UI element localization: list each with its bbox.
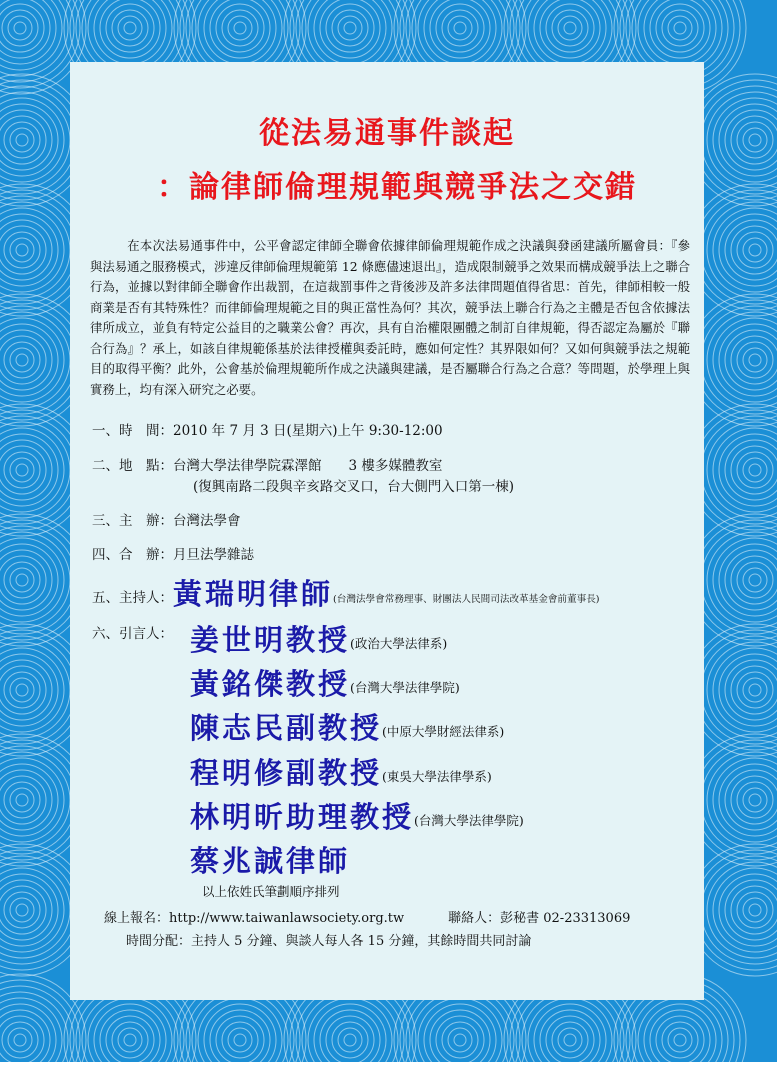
event-time [92, 419, 443, 439]
speaker-name: 程明修副教授 [190, 756, 383, 790]
moderator-label: 五、主持人： [92, 590, 173, 606]
speaker-affiliation: (台灣大學法律學院) [414, 813, 524, 828]
speaker-affiliation: (台灣大學法律學院) [350, 680, 460, 695]
speaker-name: 陳志民副教授 [190, 711, 383, 745]
event-cohost [92, 543, 254, 563]
title-line-2: ：論律師倫理規範與競爭法之交錯 [157, 170, 637, 205]
intro-paragraph: 在本次法易通事件中，公平會認定律師全聯會依據律師倫理規範作成之決議與發函建議所屬會員：『參與法易通之服務模式，涉違反律師倫理規範第 12 條應儘速退出』，造成限制競爭之效果而構成競爭法上之聯合行為，並據以對律師全聯會作出裁罰，在這裁罰事件之背後涉及許多法律問題值得省思：首先，律師相較一般商業是否有其特殊性？而律師倫理規範之目的與正當性為何？其次，競爭法上聯合行為之主體是否包含依據法律所成立，並負有特定公益目的之職業公會？再次，具有自治權限團體之制訂自律規範，得否認定為屬於『聯合行為』？承上，如該自律規範係基於法律授權與委託時，應如何定性？其界限如何？又如何與競爭法之規範目的取得平衡？此外，公會基於倫理規範所作成之決議與建議，是否屬聯合行為之合意？等問題，於學理上與實務上，均有深入研究之必要。 [90, 238, 690, 397]
cohost-label: 四、合 辦： [92, 547, 173, 563]
moderator-affiliation: (台灣法學會常務理事、財團法人民間司法改革基金會前董事長) [333, 594, 600, 605]
speaker-6 [190, 839, 350, 880]
speaker-3 [190, 706, 504, 747]
event-host [92, 509, 241, 529]
event-moderator [92, 572, 600, 613]
poster-panel [70, 62, 704, 1000]
host-label: 三、主 辦： [92, 513, 173, 529]
speaker-2 [190, 662, 460, 703]
title-line-1: 從法易通事件談起 [259, 116, 515, 151]
speaker-affiliation: (東吳大學法律學系) [382, 769, 492, 784]
event-place [92, 454, 442, 474]
contact-info: 聯絡人：彭秘書 02-23313069 [448, 911, 631, 926]
speakers-label: 六、引言人： [92, 626, 173, 642]
registration-link[interactable]: 線上報名：http://www.taiwanlawsociety.org.tw [104, 911, 405, 926]
time-allocation: 時間分配：主持人 5 分鐘、與談人每人各 15 分鐘，其餘時間共同討論 [126, 934, 532, 949]
place-directions: (復興南路二段與辛亥路交叉口，台大側門入口第一棟) [193, 479, 515, 495]
host-value: 台灣法學會 [173, 513, 241, 529]
speaker-name: 黃銘傑教授 [190, 667, 351, 701]
time-value: 2010 年 7 月 3 日(星期六)上午 9:30-12:00 [173, 423, 443, 439]
speaker-5 [190, 795, 524, 836]
place-value: 台灣大學法律學院霖澤館 3 樓多媒體教室 [173, 458, 443, 474]
cohost-value: 月旦法學雜誌 [173, 547, 254, 563]
speaker-name: 蔡兆誠律師 [190, 844, 351, 878]
registration-line [104, 907, 630, 926]
place-label: 二、地 點： [92, 458, 173, 474]
speaker-affiliation: (中原大學財經法律系) [382, 724, 505, 739]
speaker-name: 姜世明教授 [190, 623, 351, 657]
order-note: 以上依姓氏筆劃順序排列 [202, 884, 340, 899]
speaker-1 [190, 618, 447, 659]
speaker-4 [190, 751, 492, 792]
speaker-affiliation: (政治大學法律系) [350, 636, 448, 651]
time-label: 一、時 間： [92, 423, 173, 439]
moderator-name: 黃瑞明律師 [173, 577, 334, 611]
speaker-name: 林明昕助理教授 [190, 800, 415, 834]
